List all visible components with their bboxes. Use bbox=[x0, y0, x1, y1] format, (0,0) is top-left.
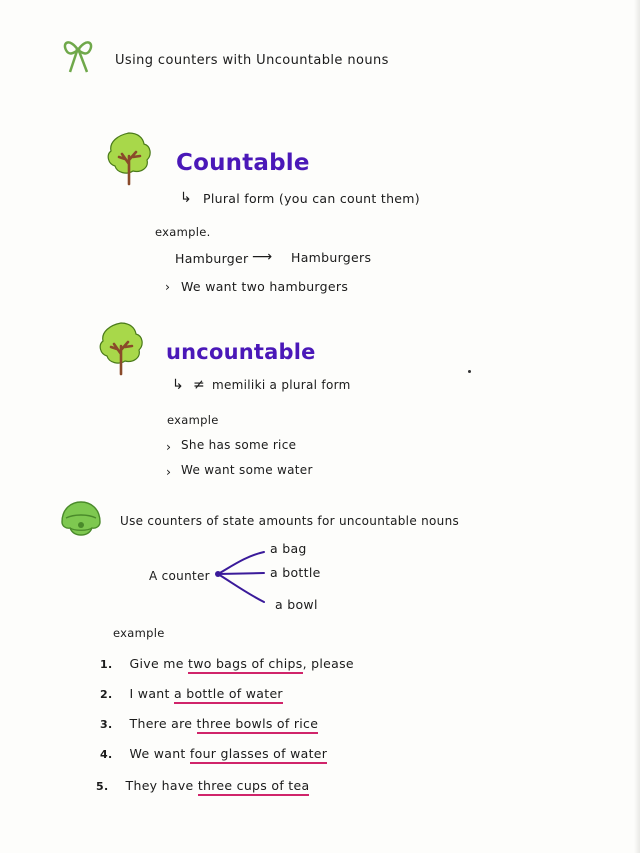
tree-icon bbox=[97, 320, 145, 376]
example-before: They have bbox=[125, 778, 194, 793]
arrow-right-icon: ⟶ bbox=[252, 249, 273, 265]
example-underlined: a bottle of water bbox=[174, 686, 283, 704]
example-before: Give me bbox=[129, 656, 184, 671]
uncountable-heading: uncountable bbox=[166, 340, 316, 364]
counter-branch: a bottle bbox=[270, 565, 321, 580]
example-item bbox=[96, 778, 309, 793]
example-after: , please bbox=[302, 656, 354, 671]
counter-branch-diagram bbox=[212, 540, 272, 614]
uncountable-sentence: We want some water bbox=[181, 463, 313, 477]
countable-plural: Hamburgers bbox=[291, 250, 372, 265]
page-title: Using counters with Uncountable nouns bbox=[115, 53, 389, 68]
counters-intro: Use counters of state amounts for uncountable nouns bbox=[120, 514, 460, 528]
example-underlined: three cups of tea bbox=[198, 778, 310, 796]
bullet-icon: › bbox=[166, 439, 172, 454]
bullet-icon: › bbox=[165, 279, 171, 294]
uncountable-sentence: She has some rice bbox=[181, 438, 297, 452]
countable-heading: Countable bbox=[176, 150, 310, 176]
example-number: 1. bbox=[100, 658, 113, 671]
example-item bbox=[100, 716, 318, 731]
example-item bbox=[100, 656, 354, 671]
uncountable-arrow-icon: ↳ bbox=[172, 377, 185, 393]
example-number: 5. bbox=[96, 780, 109, 793]
uncountable-definition: memiliki a plural form bbox=[212, 378, 351, 392]
countable-sentence: We want two hamburgers bbox=[181, 279, 349, 294]
example-number: 2. bbox=[100, 688, 113, 701]
example-underlined: two bags of chips bbox=[188, 656, 303, 674]
example-underlined: four glasses of water bbox=[190, 746, 327, 764]
example-item bbox=[100, 686, 283, 701]
page-edge-shadow bbox=[634, 0, 640, 853]
bell-icon bbox=[56, 498, 106, 540]
example-number: 4. bbox=[100, 748, 113, 761]
counters-example-label: example bbox=[113, 626, 165, 640]
bullet-icon: › bbox=[166, 464, 172, 479]
example-number: 3. bbox=[100, 718, 113, 731]
tree-icon bbox=[105, 130, 153, 186]
counter-branch: a bowl bbox=[275, 597, 318, 612]
ink-dot bbox=[468, 370, 471, 373]
uncountable-example-label: example bbox=[167, 413, 219, 427]
not-equal-icon: ≠ bbox=[193, 377, 206, 393]
example-before: We want bbox=[129, 746, 186, 761]
counter-root-label: A counter bbox=[149, 569, 210, 583]
countable-singular: Hamburger bbox=[175, 251, 249, 266]
countable-example-label: example. bbox=[155, 225, 211, 239]
counter-branch: a bag bbox=[270, 541, 307, 556]
countable-arrow-icon: ↳ bbox=[180, 190, 193, 206]
example-item bbox=[100, 746, 327, 761]
ribbon-icon bbox=[60, 36, 96, 76]
example-underlined: three bowls of rice bbox=[197, 716, 319, 734]
example-before: I want bbox=[129, 686, 170, 701]
example-before: There are bbox=[129, 716, 193, 731]
countable-definition: Plural form (you can count them) bbox=[203, 191, 420, 206]
